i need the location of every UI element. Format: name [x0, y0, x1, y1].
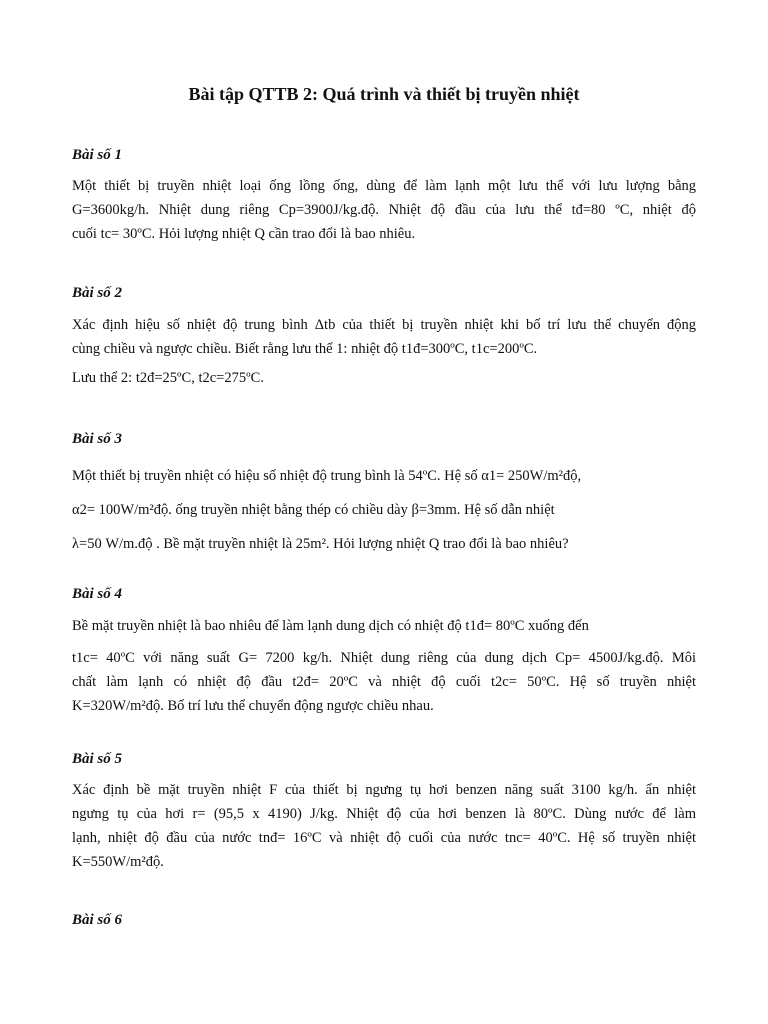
exercise-4-line-3: chất làm lạnh có nhiệt độ đầu t2đ= 20ºC và nhiệt độ cuối t2c= 50ºC. Hệ số truyền nhiệt	[72, 674, 696, 690]
exercise-3-line-3: λ=50 W/m.độ . Bề mặt truyền nhiệt là 25m². Hỏi lượng nhiệt Q trao đổi là bao nhiêu?	[72, 536, 569, 552]
exercise-3-text	[72, 459, 696, 561]
exercise-1-line-3: cuối tc= 30ºC. Hỏi lượng nhiệt Q cần trao đổi là bao nhiêu.	[72, 226, 416, 242]
exercise-2-heading: Bài số 2	[72, 285, 123, 301]
exercise-2-line-1: Xác định hiệu số nhiệt độ trung bình Δtb của thiết bị truyền nhiệt khi bố trí lưu thể chuyển động	[72, 317, 696, 333]
exercise-5-heading: Bài số 5	[72, 751, 123, 767]
exercise-4-heading: Bài số 4	[72, 586, 123, 602]
exercise-4-line-4: K=320W/m²độ. Bố trí lưu thể chuyển động ngược chiều nhau.	[72, 698, 434, 714]
exercise-3-line-2: α2= 100W/m²độ. ống truyền nhiệt bằng thép có chiều dày β=3mm. Hệ số dẫn nhiệt	[72, 502, 555, 518]
exercise-1-line-1: Một thiết bị truyền nhiệt loại ống lồng ống, dùng để làm lạnh một lưu thể với lưu lượng bằng	[72, 178, 696, 194]
exercise-4-line-2: t1c= 40ºC với năng suất G= 7200 kg/h. Nhiệt dung riêng của dung dịch Cp= 4500J/kg.độ. Môi	[72, 650, 696, 666]
exercise-5-line-2: ngưng tụ của hơi r= (95,5 x 4190) J/kg. Nhiệt độ của hơi benzen là 80ºC. Dùng nước để làm	[72, 806, 696, 822]
exercise-5-line-4: K=550W/m²độ.	[72, 854, 164, 870]
exercise-1-text	[72, 174, 696, 246]
exercise-3-line-1: Một thiết bị truyền nhiệt có hiệu số nhiệt độ trung bình là 54ºC. Hệ số α1= 250W/m²độ,	[72, 468, 582, 484]
exercise-1-heading: Bài số 1	[72, 147, 123, 163]
exercise-4-text	[72, 614, 696, 718]
exercise-5-line-1: Xác định bề mặt truyền nhiệt F của thiết bị ngưng tụ hơi benzen năng suất 3100 kg/h. ẩn nhiệt	[72, 782, 696, 798]
exercise-4-line-1: Bề mặt truyền nhiệt là bao nhiêu để làm lạnh dung dịch có nhiệt độ t1đ= 80ºC xuống đến	[72, 618, 589, 634]
exercise-2-text	[72, 313, 696, 390]
exercise-2-line-2: cùng chiều và ngược chiều. Biết rằng lưu thể 1: nhiệt độ t1đ=300ºC, t1c=200ºC.	[72, 341, 538, 357]
exercise-3-heading: Bài số 3	[72, 431, 123, 447]
document-title: Bài tập QTTB 2: Quá trình và thiết bị truyền nhiệt	[188, 84, 580, 104]
exercise-6-heading: Bài số 6	[72, 912, 123, 928]
exercise-2-line-3: Lưu thể 2: t2đ=25ºC, t2c=275ºC.	[72, 370, 264, 386]
exercise-1-line-2: G=3600kg/h. Nhiệt dung riêng Cp=3900J/kg.độ. Nhiệt độ đầu của lưu thể tđ=80 ºC, nhiệt độ	[72, 202, 696, 218]
exercise-5-line-3: lạnh, nhiệt độ đầu của nước tnđ= 16ºC và nhiệt độ cuối của nước tnc= 40ºC. Hệ số truyền nhiệt	[72, 830, 696, 846]
exercise-5-text	[72, 778, 696, 874]
